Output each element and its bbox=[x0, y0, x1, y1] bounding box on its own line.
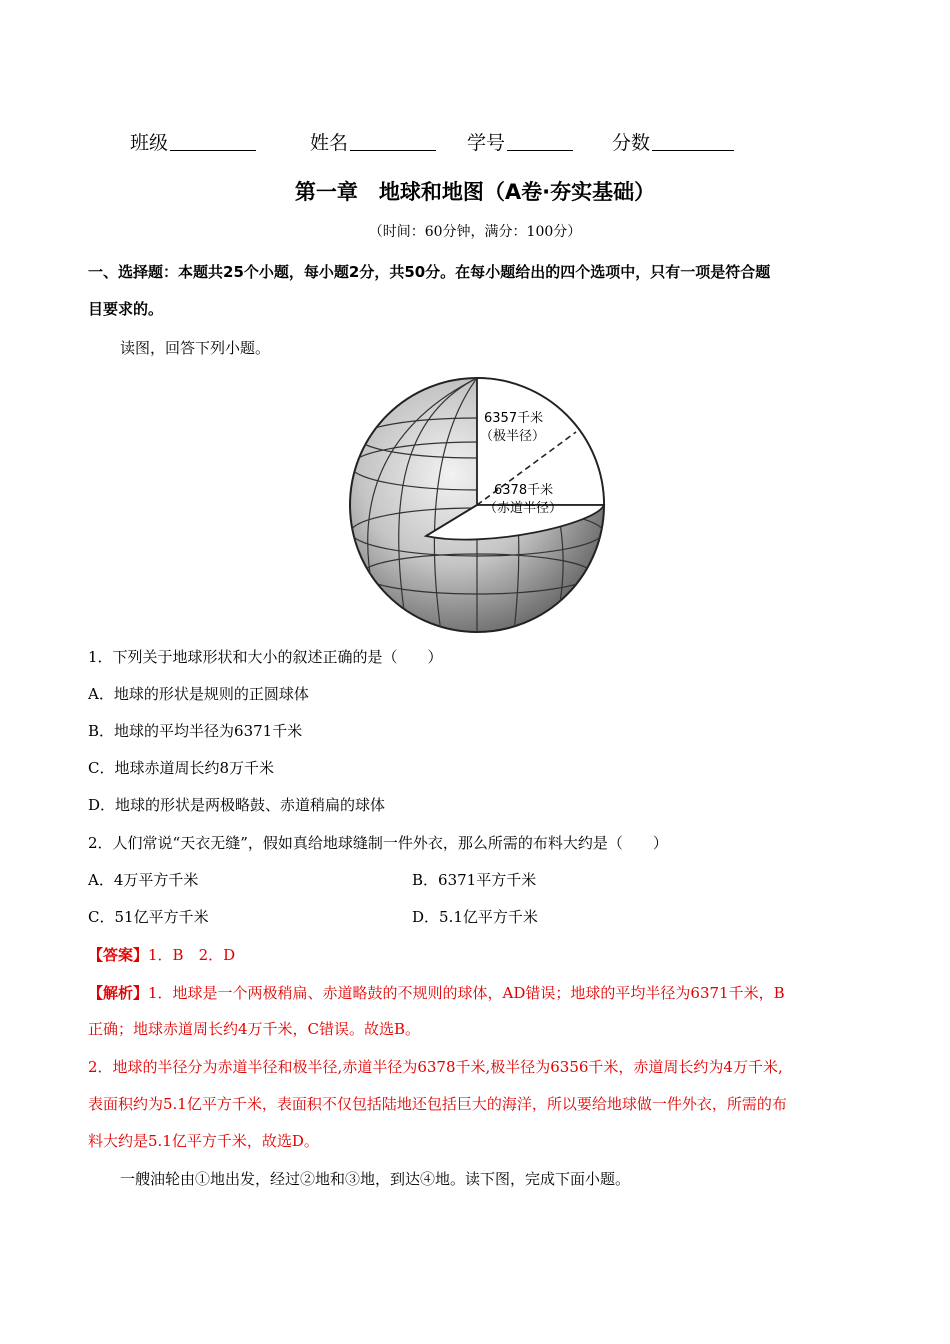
page-subtitle: （时间：60分钟，满分：100分） bbox=[368, 224, 582, 240]
student-id-blank[interactable] bbox=[507, 132, 573, 151]
section-instruction-line1: 一、选择题：本题共25个小题，每小题2分，共50分。在每小题给出的四个选项中，只有一项是符合题 bbox=[88, 263, 771, 281]
class-blank[interactable] bbox=[170, 132, 256, 151]
analysis-tag: 【解析】 bbox=[88, 984, 149, 1002]
question-2-stem: 2．人们常说“天衣无缝”，假如真给地球缝制一件外衣，那么所需的布料大约是（ ） bbox=[88, 834, 668, 852]
page-title: 第一章 地球和地图（A卷·夯实基础） bbox=[294, 180, 656, 204]
score-label: 分数 bbox=[612, 132, 651, 154]
class-label: 班级 bbox=[130, 132, 169, 154]
equator-radius-label: （赤道半径） bbox=[484, 501, 563, 516]
question-1-option-c[interactable]: C．地球赤道周长约8万千米 bbox=[88, 759, 275, 777]
question-2-option-d[interactable]: D．5.1亿平方千米 bbox=[412, 908, 538, 926]
analysis-line-5: 料大约是5.1亿平方千米，故选D。 bbox=[88, 1132, 319, 1150]
question-1-option-b[interactable]: B．地球的平均半径为6371千米 bbox=[88, 722, 303, 740]
name-field bbox=[310, 128, 436, 155]
polar-radius-label: （极半径） bbox=[480, 429, 546, 444]
intro-text-2: 一艘油轮由①地出发，经过②地和③地，到达④地。读下图，完成下面小题。 bbox=[120, 1170, 631, 1188]
question-2-option-a[interactable]: A．4万平方千米 bbox=[88, 871, 199, 889]
answer-line bbox=[88, 944, 235, 965]
intro-text-1: 读图，回答下列小题。 bbox=[120, 339, 271, 357]
class-field bbox=[130, 128, 256, 155]
question-2-option-b[interactable]: B．6371平方千米 bbox=[412, 871, 537, 889]
answer-text: 1．B 2．D bbox=[148, 946, 236, 964]
analysis-line-3: 2．地球的半径分为赤道半径和极半径,赤道半径为6378千米,极半径为6356千米，赤道周长约为4万千米, bbox=[88, 1058, 783, 1076]
section-instruction-line2: 目要求的。 bbox=[88, 300, 164, 318]
name-blank[interactable] bbox=[350, 132, 436, 151]
student-id-label: 学号 bbox=[467, 132, 506, 154]
analysis-line-2: 正确；地球赤道周长约4万千米，C错误。故选B。 bbox=[88, 1020, 421, 1038]
equator-radius-value: 6378千米 bbox=[494, 483, 554, 498]
earth-figure bbox=[346, 374, 608, 636]
polar-radius-value: 6357千米 bbox=[484, 411, 544, 426]
question-1-option-d[interactable]: D．地球的形状是两极略鼓、赤道稍扁的球体 bbox=[88, 796, 386, 814]
student-id-field bbox=[467, 128, 573, 155]
answer-tag: 【答案】 bbox=[88, 946, 149, 964]
analysis-text-1: 1．地球是一个两极稍扁、赤道略鼓的不规则的球体，AD错误；地球的平均半径为6371千米，B bbox=[148, 984, 785, 1002]
analysis-line-4: 表面积约为5.1亿平方千米，表面积不仅包括陆地还包括巨大的海洋，所以要给地球做一件外衣，所需的布 bbox=[88, 1095, 787, 1113]
question-1-stem: 1．下列关于地球形状和大小的叙述正确的是（ ） bbox=[88, 648, 443, 666]
score-blank[interactable] bbox=[652, 132, 734, 151]
question-2-option-c[interactable]: C．51亿平方千米 bbox=[88, 908, 209, 926]
score-field bbox=[612, 128, 734, 155]
name-label: 姓名 bbox=[310, 132, 349, 154]
question-1-option-a[interactable]: A．地球的形状是规则的正圆球体 bbox=[88, 685, 309, 703]
analysis-line-1 bbox=[88, 982, 785, 1003]
